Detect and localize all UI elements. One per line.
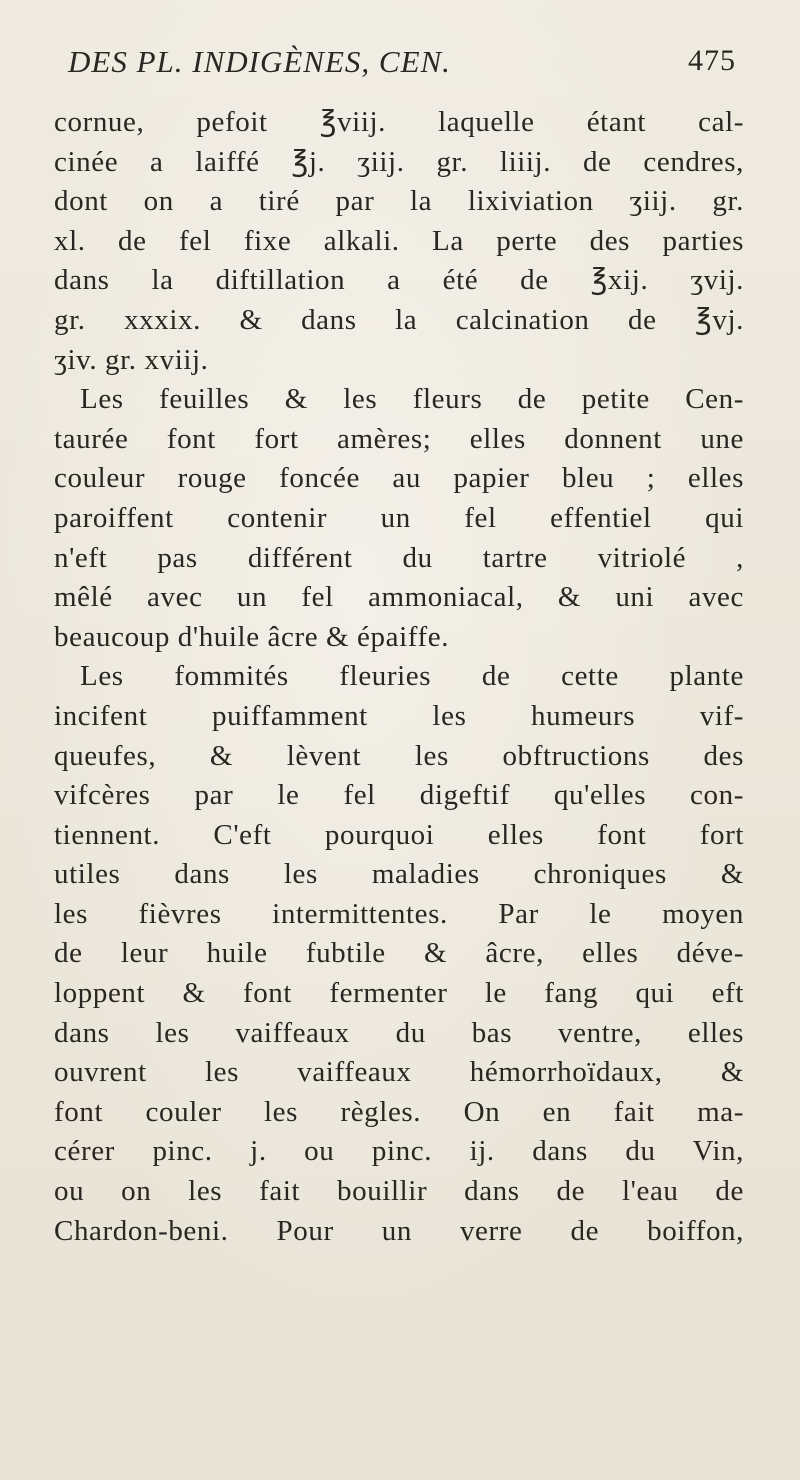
text-line: queufes, & lèvent les obftructions des: [54, 739, 744, 772]
text-line: loppent & font fermenter le fang qui eft: [54, 977, 744, 1010]
text-line: ouvrent les vaiffeaux hémorrhoïdaux, &: [54, 1056, 744, 1089]
text-line: dans les vaiffeaux du bas ventre, elles: [54, 1016, 744, 1049]
text-line: cérer pinc. j. ou pinc. ij. dans du Vin,: [54, 1135, 744, 1168]
text-line: tiennent. C'eft pourquoi elles font fort: [54, 818, 744, 851]
paragraph-start: Les fommités fleuries de cette plante: [80, 660, 744, 693]
text-line: cinée a laiffé ℥j. ʒiij. gr. liiij. de cendres,: [54, 145, 744, 178]
text-line: paroiffent contenir un fel effentiel qui: [54, 501, 744, 534]
text-line: ʒiv. gr. xviij.: [54, 343, 209, 376]
text-line: font couler les règles. On en fait ma-: [54, 1095, 744, 1128]
text-line: incifent puiffamment les humeurs vif-: [54, 699, 744, 732]
text-line: cornue, pefoit ℥viij. laquelle étant cal-: [54, 106, 744, 138]
text-line: dans la diftillation a été de ℥xij. ʒvij.: [54, 264, 744, 297]
text-line: n'eft pas différent du tartre vitriolé ,: [54, 541, 744, 574]
text-line: gr. xxxix. & dans la calcination de ℥vj.: [54, 303, 744, 336]
page-header: [64, 44, 736, 94]
paragraph-start: Les feuilles & les fleurs de petite Cen-: [80, 383, 744, 416]
text-line: Chardon-beni. Pour un verre de boiffon,: [54, 1214, 744, 1247]
text-line: ou on les fait bouillir dans de l'eau de: [54, 1175, 744, 1208]
text-line: vifcères par le fel digeftif qu'elles con-: [54, 779, 744, 812]
body-text: [54, 103, 744, 1251]
text-line: beaucoup d'huile âcre & épaiffe.: [54, 620, 450, 653]
text-line: couleur rouge foncée au papier bleu ; elles: [54, 462, 744, 495]
text-line: utiles dans les maladies chroniques &: [54, 858, 744, 891]
page-number: 475: [688, 44, 736, 77]
text-line: les fièvres intermittentes. Par le moyen: [54, 897, 744, 930]
running-head: DES PL. INDIGÈNES, CEN.: [68, 44, 451, 79]
text-line: mêlé avec un fel ammoniacal, & uni avec: [54, 581, 744, 614]
text-line: xl. de fel fixe alkali. La perte des parties: [54, 224, 744, 257]
text-line: dont on a tiré par la lixiviation ʒiij. gr.: [54, 185, 744, 218]
text-line: de leur huile fubtile & âcre, elles déve-: [54, 937, 744, 970]
text-line: taurée font fort amères; elles donnent une: [54, 422, 744, 455]
